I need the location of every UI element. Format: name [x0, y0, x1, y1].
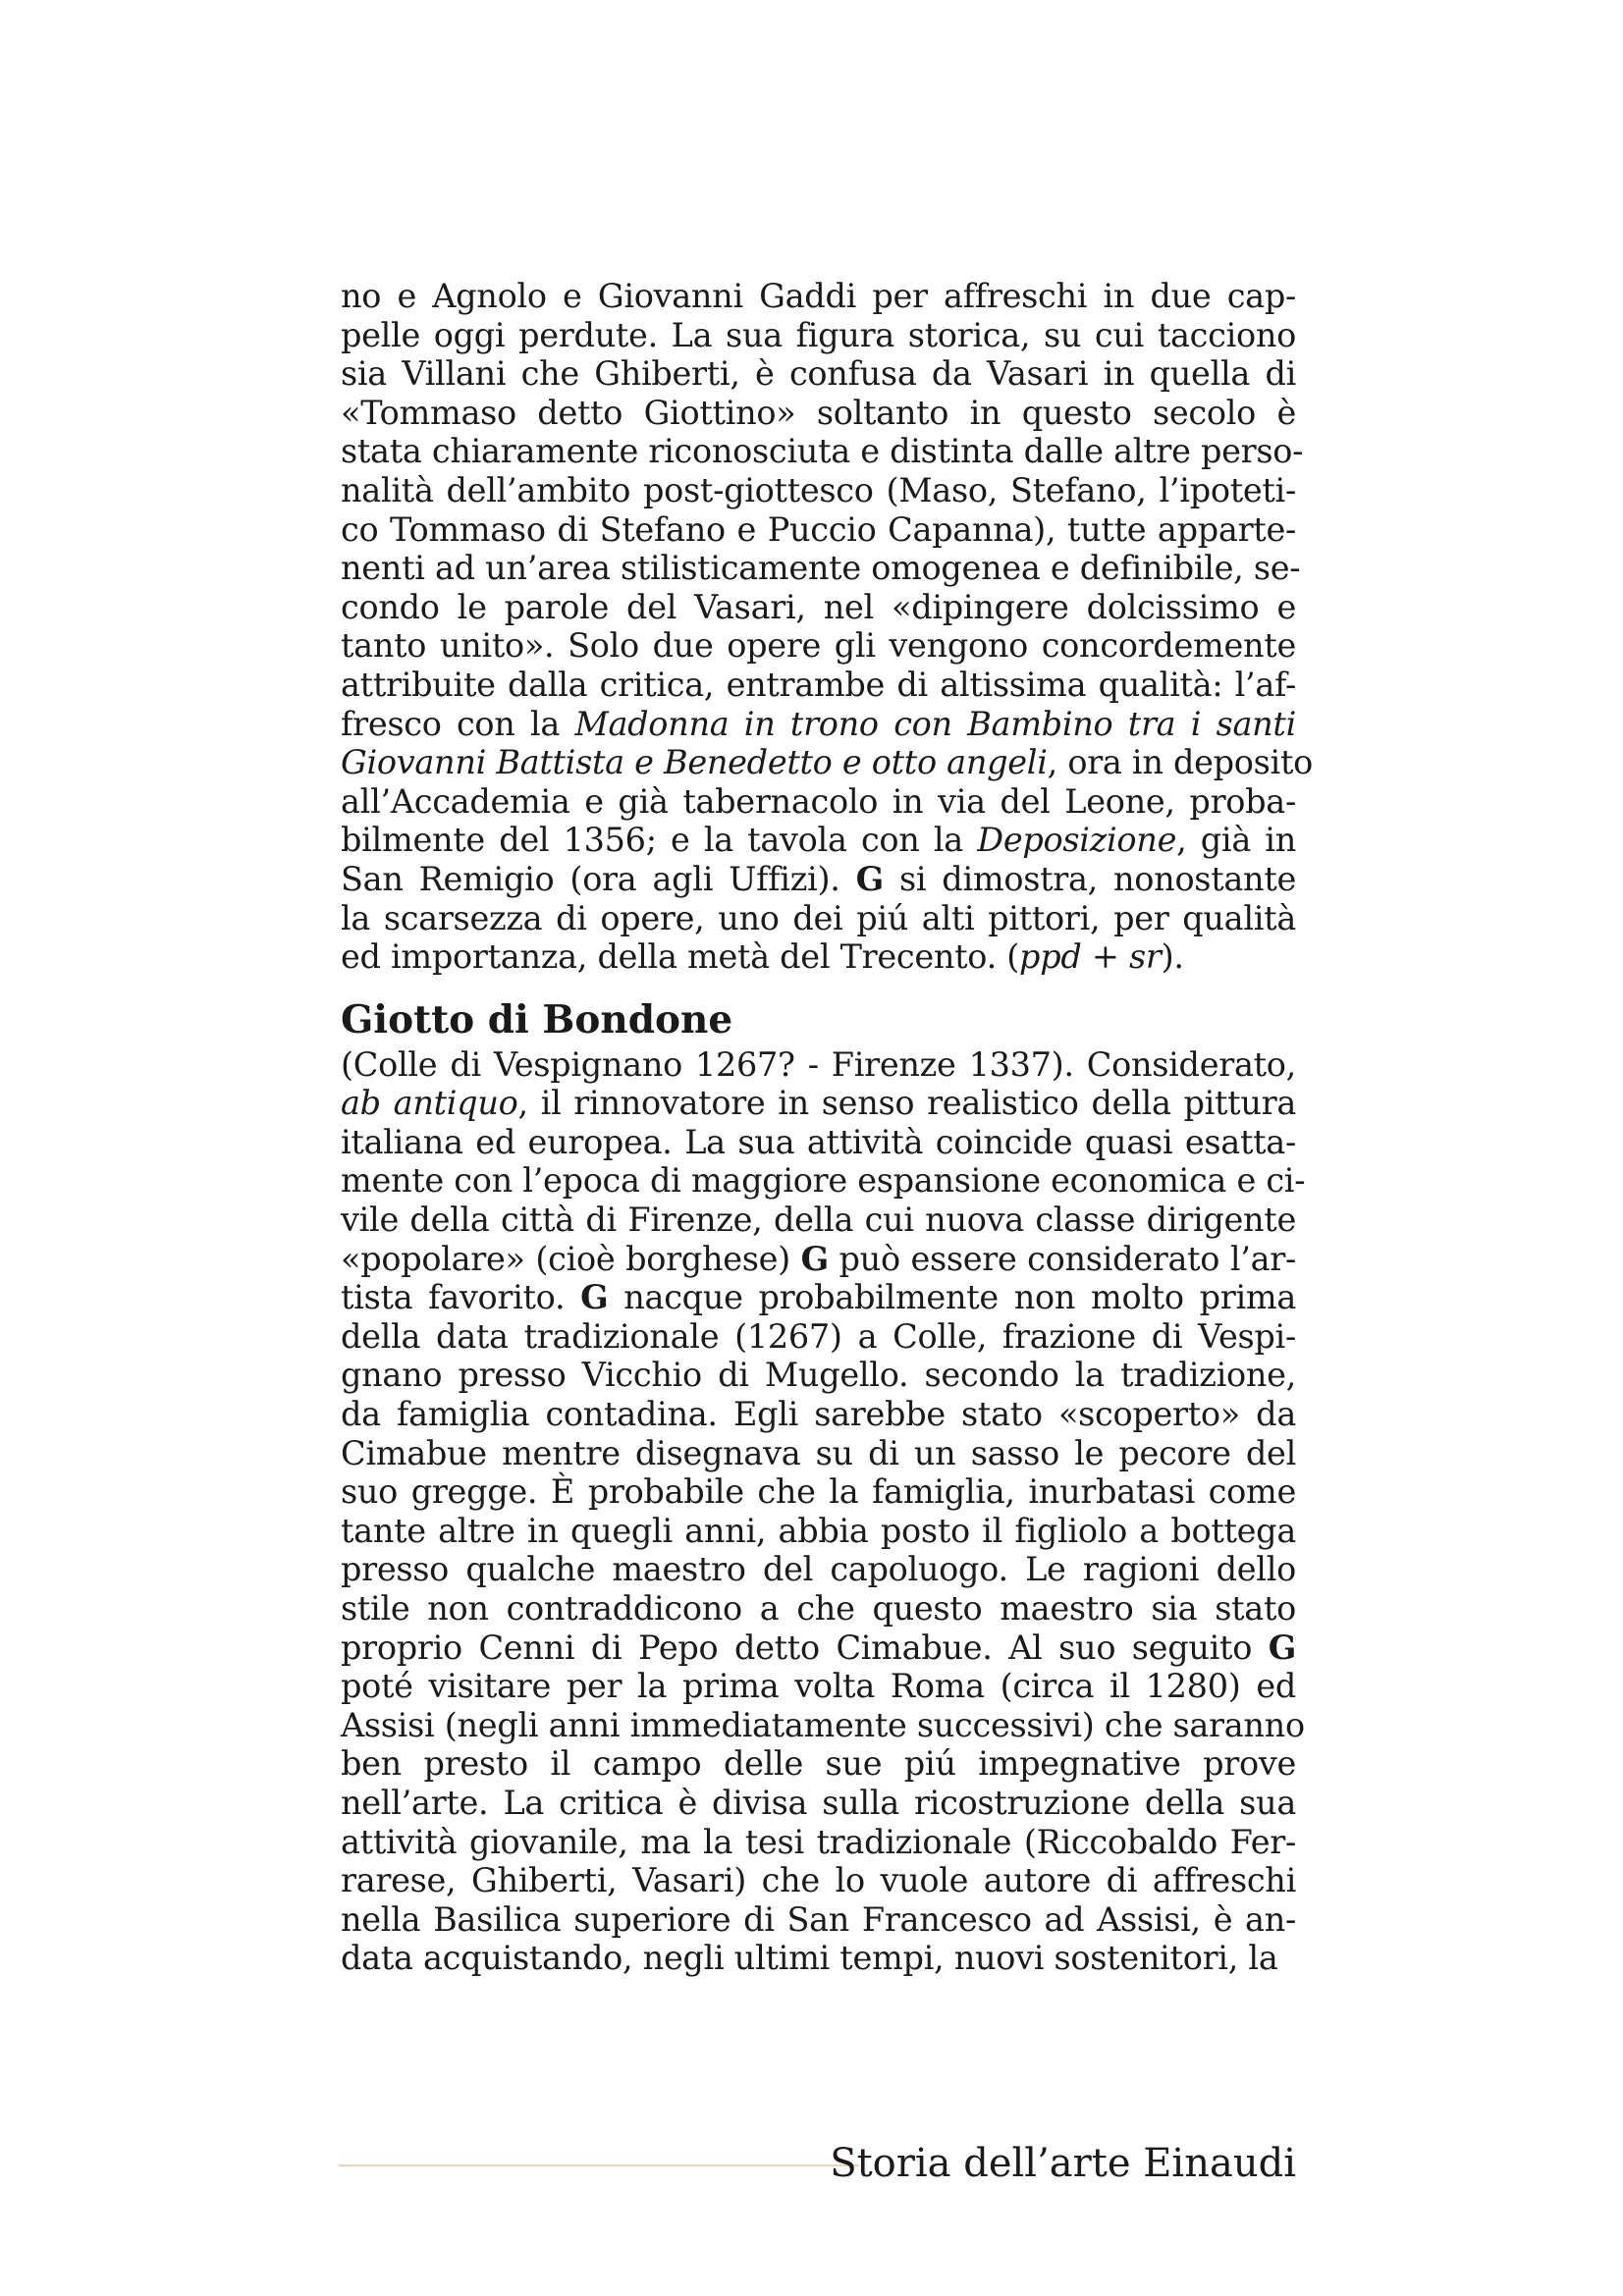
- text-line: [341, 1395, 1296, 1434]
- text-line: [341, 1784, 1296, 1823]
- line-text: ).: [1161, 937, 1184, 977]
- line-text: tista favorito.: [341, 1278, 581, 1317]
- text-line: [341, 1939, 1296, 1978]
- entry-heading: Giotto di Bondone: [341, 996, 733, 1042]
- text-line: [341, 860, 1296, 899]
- line-text: vile della città di Firenze, della cui nuova classe dirigente: [341, 1201, 1296, 1240]
- line-text: da famiglia contadina. Egli sarebbe stato «scoperto» da: [341, 1395, 1296, 1434]
- line-text: stile non contraddicono a che questo maestro sia stato: [341, 1589, 1296, 1628]
- line-text: tanto unito». Solo due opere gli vengono concordemente: [341, 626, 1296, 666]
- line-text: sia Villani che Ghiberti, è confusa da Vasari in quella di: [341, 354, 1296, 394]
- line-text: poté visitare per la prima volta Roma (circa il 1280) ed: [341, 1667, 1296, 1706]
- line-text: ed importanza, della metà del Trecento. (: [341, 937, 1020, 977]
- line-text: la scarsezza di opere, uno dei piú alti pittori, per qualità: [341, 898, 1296, 937]
- line-text: all’Accademia e già tabernacolo in via del Leone, proba-: [341, 781, 1296, 821]
- italic-text: Madonna in trono con Bambino tra i santi: [574, 704, 1296, 743]
- text-line: [341, 1667, 1296, 1706]
- line-text: rarese, Ghiberti, Vasari) che lo vuole autore di affreschi: [341, 1861, 1296, 1900]
- page-body: [341, 277, 1313, 1978]
- italic-text: ppd + sr: [1019, 937, 1162, 977]
- line-text: «Tommaso detto Giottino» soltanto in questo secolo è: [341, 393, 1296, 432]
- line-text: gnano presso Vicchio di Mugello. secondo la tradizione,: [341, 1356, 1296, 1395]
- line-text: suo gregge. È probabile che la famiglia, inurbatasi come: [341, 1472, 1296, 1512]
- line-text: si dimostra, nonostante: [883, 859, 1296, 898]
- text-line: [341, 277, 1296, 316]
- line-text: italiana ed europea. La sua attività coincide quasi esatta-: [341, 1122, 1296, 1161]
- text-line: [341, 1317, 1296, 1357]
- text-line: [341, 626, 1296, 666]
- paragraph-giotto-entry: [341, 1044, 1306, 1978]
- line-text: proprio Cenni di Pepo detto Cimabue. Al suo seguito: [341, 1628, 1269, 1667]
- text-line: [341, 666, 1296, 705]
- line-text: , ora in deposito: [1047, 743, 1313, 782]
- text-line: [341, 937, 1296, 977]
- line-text: presso qualche maestro del capoluogo. Le ragioni dello: [341, 1550, 1296, 1589]
- line-text: attribuite dalla critica, entrambe di altissima qualità: l’af-: [341, 665, 1296, 704]
- text-line: [341, 782, 1296, 822]
- line-text: (Colle di Vespignano 1267? - Firenze 1337). Considerato,: [341, 1044, 1296, 1084]
- text-line: [341, 705, 1296, 744]
- text-line: [341, 1084, 1296, 1123]
- text-line: [341, 1550, 1296, 1589]
- text-line: [341, 1512, 1296, 1551]
- line-text: della data tradizionale (1267) a Colle, frazione di Vespi-: [341, 1316, 1296, 1356]
- text-line: [341, 354, 1296, 394]
- line-text: attività giovanile, ma la tesi tradizionale (Riccobaldo Fer-: [341, 1822, 1296, 1861]
- text-line: [341, 588, 1296, 627]
- text-line: [341, 549, 1301, 588]
- bold-text: G: [800, 1239, 829, 1278]
- line-text: mente con l’epoca di maggiore espansione economica e ci-: [341, 1161, 1306, 1201]
- text-line: [341, 743, 1313, 782]
- line-text: Assisi (negli anni immediatamente successivi) che saranno: [341, 1705, 1305, 1744]
- text-line: [341, 471, 1296, 510]
- paragraph-giottino-end: [341, 277, 1313, 977]
- line-text: ben presto il campo delle sue piú impegnative prove: [341, 1744, 1296, 1784]
- line-text: nella Basilica superiore di San Francesco ad Assisi, è an-: [341, 1899, 1296, 1939]
- line-text: no e Agnolo e Giovanni Gaddi per affreschi in due cap-: [341, 277, 1296, 315]
- bold-text: G: [855, 859, 884, 898]
- bold-text: G: [1268, 1628, 1296, 1667]
- text-line: [341, 394, 1296, 433]
- line-text: fresco con la: [341, 704, 575, 743]
- line-text: nenti ad un’area stilisticamente omogenea e definibile, se-: [341, 549, 1301, 588]
- text-line: [341, 1123, 1296, 1162]
- text-line: [341, 1744, 1296, 1784]
- line-text: stata chiaramente riconosciuta e distinta dalle altre perso-: [341, 432, 1304, 471]
- text-line: [341, 1472, 1296, 1512]
- line-text: nalità dell’ambito post-giottesco (Maso, Stefano, l’ipoteti-: [341, 470, 1296, 509]
- text-line: [341, 821, 1296, 860]
- line-text: Cimabue mentre disegnava su di un sasso le pecore del: [341, 1433, 1296, 1472]
- line-text: bilmente del 1356; e la tavola con la: [341, 821, 978, 860]
- line-text: , già in: [1176, 821, 1297, 860]
- footer-label: Storia dell’arte Einaudi: [830, 2141, 1296, 2186]
- text-line: [341, 1240, 1296, 1279]
- text-line: [341, 1705, 1305, 1745]
- italic-text: ab antiquo: [341, 1084, 518, 1123]
- footer-rule: [339, 2164, 859, 2166]
- text-line: [341, 1434, 1296, 1473]
- line-text: nell’arte. La critica è divisa sulla ricostruzione della sua: [341, 1783, 1296, 1822]
- line-text: San Remigio (ora agli Uffizi).: [341, 859, 856, 898]
- text-line: [341, 432, 1304, 471]
- line-text: «popolare» (cioè borghese): [341, 1239, 801, 1278]
- line-text: , il rinnovatore in senso realistico della pittura: [517, 1084, 1296, 1123]
- italic-text: Deposizione: [977, 821, 1177, 860]
- text-line: [341, 316, 1296, 355]
- text-line: [341, 1589, 1296, 1629]
- line-text: condo le parole del Vasari, nel «dipingere dolcissimo e: [341, 587, 1296, 626]
- line-text: tante altre in quegli anni, abbia posto il figliolo a bottega: [341, 1511, 1296, 1550]
- text-line: [341, 1900, 1296, 1940]
- text-line: [341, 1823, 1296, 1862]
- bold-text: G: [580, 1278, 609, 1317]
- text-line: [341, 899, 1296, 938]
- text-line: [341, 1045, 1296, 1085]
- text-line: [341, 1278, 1296, 1317]
- line-text: può essere considerato l’ar-: [828, 1239, 1296, 1278]
- text-line: [341, 1201, 1296, 1240]
- line-text: co Tommaso di Stefano e Puccio Capanna), tutte apparte-: [341, 509, 1296, 549]
- text-line: [341, 1356, 1296, 1395]
- line-text: data acquistando, negli ultimi tempi, nuovi sostenitori, la: [341, 1939, 1278, 1978]
- line-text: pelle oggi perdute. La sua figura storica, su cui tacciono: [341, 315, 1296, 354]
- text-line: [341, 1861, 1296, 1900]
- text-line: [341, 1161, 1306, 1201]
- italic-text: Giovanni Battista e Benedetto e otto angeli: [341, 743, 1048, 782]
- line-text: nacque probabilmente non molto prima: [608, 1278, 1296, 1317]
- text-line: [341, 510, 1296, 550]
- text-line: [341, 1629, 1296, 1668]
